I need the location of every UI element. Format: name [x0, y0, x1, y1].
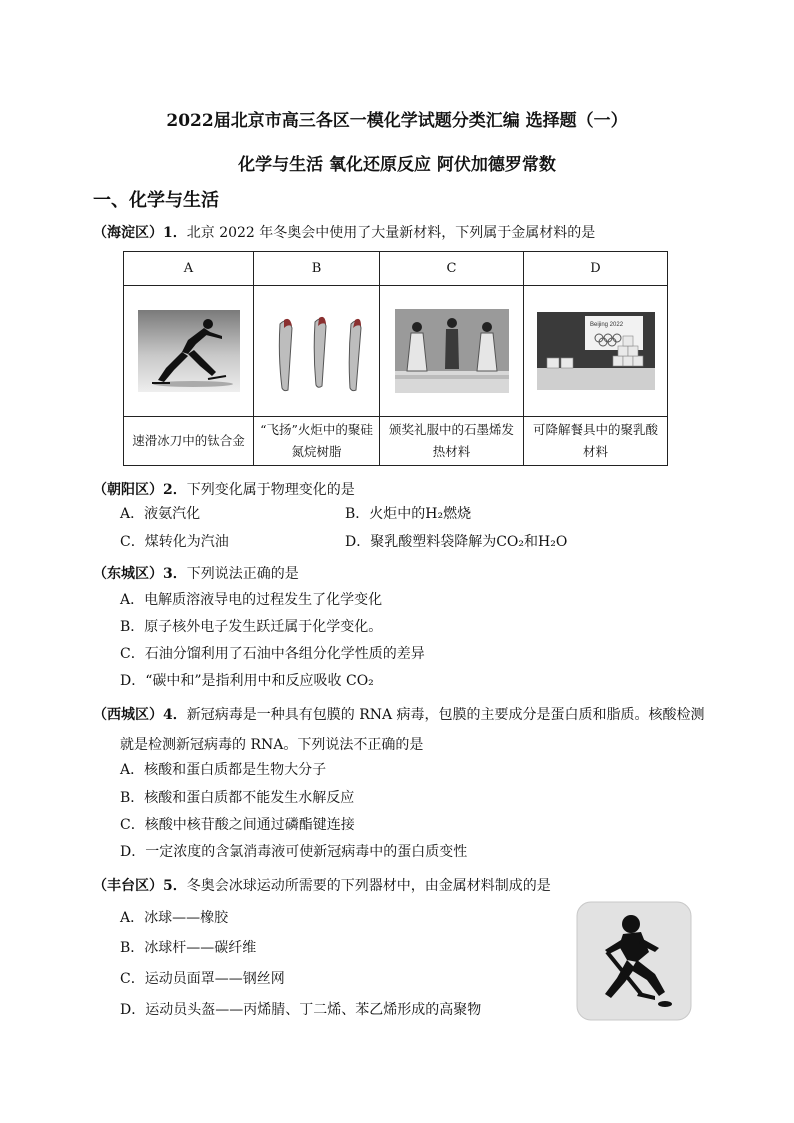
- caption-a: 速滑冰刀中的钛合金: [124, 417, 254, 466]
- torch-image: [262, 306, 372, 396]
- question-3-option-a: A．电解质溶液导电的过程发生了化学变化: [120, 592, 383, 608]
- column-label-d: D: [524, 252, 668, 286]
- question-2-number: 2．: [163, 482, 187, 498]
- question-3: [93, 563, 299, 583]
- question-5-option-c: C．运动员面罩——钢丝网: [120, 971, 285, 987]
- question-3-option-d: D．“碳中和”是指利用中和反应吸收 CO₂: [120, 673, 374, 689]
- tableware-image: [537, 312, 655, 390]
- document-title: 2022届北京市高三各区一模化学试题分类汇编 选择题（一）: [166, 111, 628, 131]
- question-5-stem: 冬奥会冰球运动所需要的下列器材中，由金属材料制成的是: [186, 878, 551, 894]
- question-3-region: （东城区）: [93, 566, 163, 582]
- question-4: [93, 704, 705, 724]
- question-5-option-b: B．冰球杆——碳纤维: [120, 940, 257, 956]
- question-5-option-d: D．运动员头盔——丙烯腈、丁二烯、苯乙烯形成的高聚物: [120, 1002, 482, 1018]
- question-4-option-a: A．核酸和蛋白质都是生物大分子: [120, 762, 327, 778]
- caption-c: 颁奖礼服中的石墨烯发热材料: [380, 417, 524, 466]
- question-4-option-c: C．核酸中核苷酸之间通过磷酯键连接: [120, 817, 355, 833]
- question-5-option-a: A．冰球——橡胶: [120, 910, 229, 926]
- question-2-region: （朝阳区）: [93, 482, 163, 498]
- question-2-option-a: A．液氨汽化: [120, 506, 201, 522]
- caption-b: “飞扬”火炬中的聚硅氮烷树脂: [254, 417, 380, 466]
- question-2: [93, 479, 355, 499]
- question-1-number: 1．: [163, 225, 187, 241]
- question-5-region: （丰台区）: [93, 878, 163, 894]
- question-4-number: 4．: [163, 707, 187, 723]
- question-5-number: 5．: [163, 878, 187, 894]
- section-heading: 一、化学与生活: [93, 190, 219, 211]
- beijing-2022-sign: Beijing 2022: [589, 322, 623, 328]
- column-label-a: A: [124, 252, 254, 286]
- caption-d: 可降解餐具中的聚乳酸材料: [524, 417, 668, 466]
- question-2-option-d: D．聚乳酸塑料袋降解为CO₂和H₂O: [345, 534, 568, 550]
- question-1-stem: 北京 2022 年冬奥会中使用了大量新材料，下列属于金属材料的是: [186, 225, 596, 241]
- question-2-stem: 下列变化属于物理变化的是: [186, 482, 355, 498]
- question-3-number: 3．: [163, 566, 187, 582]
- question-5: [93, 875, 551, 895]
- question-3-stem: 下列说法正确的是: [186, 566, 299, 582]
- question-4-option-b: B．核酸和蛋白质都不能发生水解反应: [120, 790, 355, 806]
- question-1: [93, 222, 595, 242]
- column-label-c: C: [380, 252, 524, 286]
- ice-hockey-pictogram: [575, 900, 693, 1022]
- question-4-stem-continued: 就是检测新冠病毒的 RNA。下列说法不正确的是: [120, 737, 424, 753]
- question-2-option-c: C．煤转化为汽油: [120, 534, 229, 550]
- question-2-option-b: B．火炬中的H₂燃烧: [345, 506, 472, 522]
- award-dress-image: [395, 309, 509, 393]
- question-4-region: （西城区）: [93, 707, 163, 723]
- question-4-stem: 新冠病毒是一种具有包膜的 RNA 病毒，包膜的主要成分是蛋白质和脂质。核酸检测: [186, 707, 705, 723]
- question-4-option-d: D．一定浓度的含氯消毒液可使新冠病毒中的蛋白质变性: [120, 844, 468, 860]
- question-3-option-c: C．石油分馏利用了石油中各组分化学性质的差异: [120, 646, 425, 662]
- column-label-b: B: [254, 252, 380, 286]
- question-1-options-table: [123, 251, 668, 466]
- document-subtitle: 化学与生活 氧化还原反应 阿伏加德罗常数: [238, 155, 556, 175]
- question-3-option-b: B．原子核外电子发生跃迁属于化学变化。: [120, 619, 383, 635]
- question-1-region: （海淀区）: [93, 225, 163, 241]
- speed-skater-image: [138, 310, 240, 392]
